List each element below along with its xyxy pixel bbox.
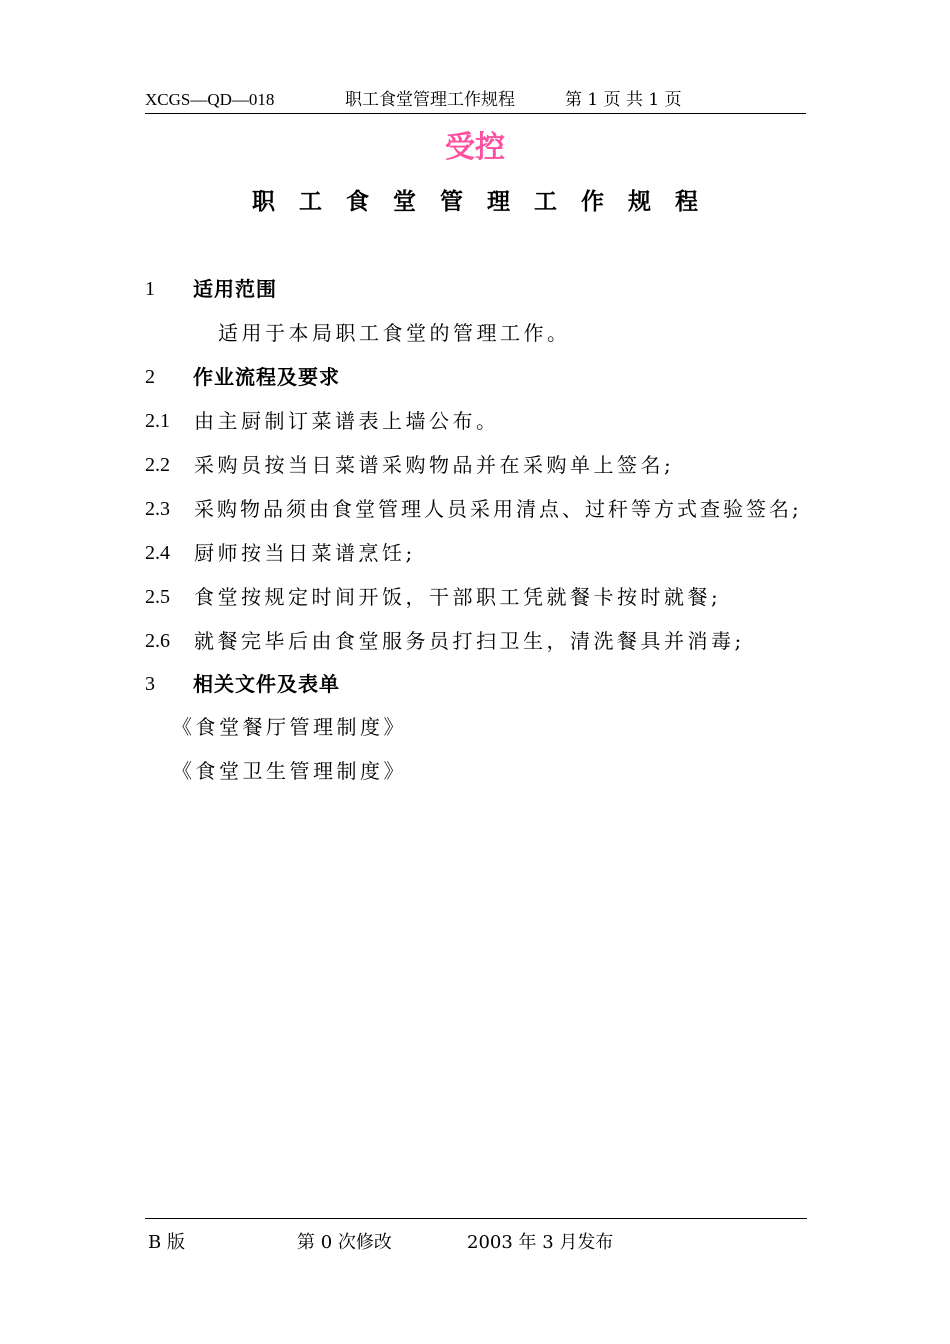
section-title: 适用范围	[193, 277, 277, 301]
page-header	[145, 90, 805, 114]
header-divider	[145, 113, 806, 114]
header-page-info: 第 1 页 共 1 页	[565, 90, 682, 110]
page-footer	[145, 1232, 807, 1256]
item-number: 2.5	[145, 586, 170, 608]
item-text: 采购物品须由食堂管理人员采用清点、过秆等方式查验签名;	[194, 497, 802, 521]
section-title: 相关文件及表单	[193, 672, 340, 696]
document-code: XCGS—QD—018	[145, 90, 275, 109]
footer-divider	[145, 1218, 807, 1219]
header-document-title: 职工食堂管理工作规程	[345, 90, 515, 110]
release-date: 2003 年 3 月发布	[467, 1232, 614, 1253]
item-text: 就餐完毕后由食堂服务员打扫卫生，清洗餐具并消毒;	[194, 629, 745, 653]
section-number: 3	[145, 673, 155, 695]
section-title: 作业流程及要求	[193, 365, 340, 389]
item-text: 食堂按规定时间开饭，干部职工凭就餐卡按时就餐;	[194, 585, 722, 609]
reference-text: 《食堂卫生管理制度》	[172, 759, 407, 783]
scope-text: 适用于本局职工食堂的管理工作。	[218, 321, 571, 345]
edition-label: B 版	[148, 1232, 185, 1253]
item-text: 由主厨制订菜谱表上墙公布。	[194, 409, 500, 433]
section-number: 2	[145, 366, 155, 388]
reference-text: 《食堂餐厅管理制度》	[172, 715, 407, 739]
item-text: 厨师按当日菜谱烹饪;	[194, 541, 416, 565]
item-number: 2.3	[145, 498, 170, 520]
item-number: 2.1	[145, 410, 170, 432]
controlled-stamp: 受控	[445, 130, 505, 165]
page-title: 职工食堂管理工作规程	[252, 189, 722, 215]
item-number: 2.6	[145, 630, 170, 652]
item-number: 2.2	[145, 454, 170, 476]
section-number: 1	[145, 278, 155, 300]
revision-label: 第 0 次修改	[297, 1232, 392, 1253]
item-number: 2.4	[145, 542, 170, 564]
item-text: 采购员按当日菜谱采购物品并在采购单上签名;	[194, 453, 675, 477]
